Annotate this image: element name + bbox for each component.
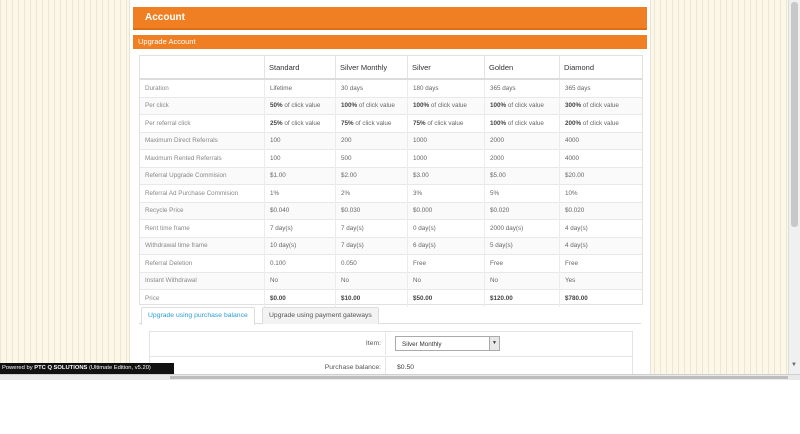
row-label: Per referral click — [140, 115, 265, 133]
chevron-down-icon[interactable]: ▼ — [489, 337, 499, 350]
upgrade-tabs — [139, 305, 641, 324]
row-label: Per click — [140, 97, 265, 115]
table-cell — [336, 115, 408, 133]
table-cell: Free — [560, 255, 643, 273]
cell-strong: 75% — [341, 119, 354, 127]
row-label: Maximum Direct Referrals — [140, 132, 265, 150]
item-select[interactable] — [395, 336, 500, 351]
table-cell: 5% — [485, 185, 560, 203]
horizontal-scrollbar[interactable] — [0, 374, 800, 380]
table-row — [140, 290, 642, 307]
table-cell: 1000 — [408, 132, 485, 150]
table-cell: 30 days — [336, 79, 408, 97]
cell-strong: 100% — [490, 119, 507, 127]
table-cell: 6 day(s) — [408, 237, 485, 255]
cell-strong: 300% — [565, 102, 582, 110]
vertical-scrollbar[interactable] — [788, 0, 800, 374]
cell-suffix: of click value — [282, 102, 321, 110]
table-row — [140, 150, 642, 168]
cell-strong: $10.00 — [341, 294, 361, 302]
cell-suffix: of click value — [581, 102, 619, 110]
cell-strong: 25% — [270, 119, 283, 127]
table-cell: $0.020 — [485, 202, 560, 220]
tab-purchase-balance[interactable]: Upgrade using purchase balance — [141, 307, 255, 325]
cell-strong: $780.00 — [565, 294, 588, 302]
table-cell — [485, 97, 560, 115]
table-cell: 7 day(s) — [336, 237, 408, 255]
table-row — [140, 132, 642, 150]
table-cell: $2.00 — [336, 167, 408, 185]
table-cell: 100 — [265, 150, 336, 168]
table-row — [140, 167, 642, 185]
upgrade-form — [149, 331, 633, 374]
table-cell: $0.040 — [265, 202, 336, 220]
row-label: Referral Deletion — [140, 255, 265, 273]
table-row — [140, 255, 642, 273]
table-cell — [336, 97, 408, 115]
table-cell: $0.030 — [336, 202, 408, 220]
plans-body — [140, 79, 642, 307]
cell-suffix: of click value — [581, 119, 619, 127]
table-cell: 4000 — [560, 150, 643, 168]
header-standard: Standard — [265, 56, 336, 79]
row-label: Instant Withdrawal — [140, 272, 265, 290]
table-cell: Free — [408, 255, 485, 273]
cell-suffix: of click value — [282, 119, 321, 127]
table-cell: 200 — [336, 132, 408, 150]
table-cell: 10% — [560, 185, 643, 203]
table-cell: 0.050 — [336, 255, 408, 273]
table-cell: $1.00 — [265, 167, 336, 185]
table-cell: $5.00 — [485, 167, 560, 185]
cell-strong: 100% — [413, 102, 430, 110]
table-cell: No — [336, 272, 408, 290]
table-cell: 3% — [408, 185, 485, 203]
table-cell: $20.00 — [560, 167, 643, 185]
cell-strong: 100% — [490, 102, 507, 110]
table-cell — [560, 97, 643, 115]
table-cell: 2000 — [485, 132, 560, 150]
table-cell: 5 day(s) — [485, 237, 560, 255]
header-golden: Golden — [485, 56, 560, 79]
table-cell: 100 — [265, 132, 336, 150]
table-cell: Lifetime — [265, 79, 336, 97]
table-cell: $3.00 — [408, 167, 485, 185]
table-cell — [265, 115, 336, 133]
table-cell: $0.000 — [408, 202, 485, 220]
cell-strong: 75% — [413, 119, 426, 127]
item-row — [150, 333, 632, 355]
table-cell: 1% — [265, 185, 336, 203]
vertical-scrollbar-thumb[interactable] — [791, 2, 798, 227]
table-cell: 365 days — [485, 79, 560, 97]
account-panel — [129, 0, 651, 374]
plans-header-row — [140, 56, 642, 79]
table-row — [140, 202, 642, 220]
cell-suffix: of click value — [353, 119, 392, 127]
row-label: Recycle Price — [140, 202, 265, 220]
header-empty — [140, 56, 265, 79]
table-row — [140, 220, 642, 238]
table-cell: 365 days — [560, 79, 643, 97]
cell-strong: 50% — [270, 102, 283, 110]
table-cell: 10 day(s) — [265, 237, 336, 255]
table-cell: No — [408, 272, 485, 290]
table-cell: 2000 — [485, 150, 560, 168]
table-cell: No — [265, 272, 336, 290]
table-row — [140, 115, 642, 133]
table-cell: 1000 — [408, 150, 485, 168]
powered-by-banner — [0, 363, 174, 374]
powered-brand: PTC Q SOLUTIONS — [34, 365, 88, 371]
row-label: Referral Ad Purchase Commision — [140, 185, 265, 203]
header-silver: Silver — [408, 56, 485, 79]
table-cell — [408, 115, 485, 133]
table-cell: 500 — [336, 150, 408, 168]
table-cell — [485, 115, 560, 133]
cell-suffix: of click value — [429, 102, 467, 110]
cell-suffix: of click value — [506, 102, 544, 110]
table-cell: No — [485, 272, 560, 290]
balance-value: $0.50 — [397, 364, 415, 371]
item-select-value: Silver Monthly — [402, 341, 442, 348]
cell-suffix: of click value — [357, 102, 395, 110]
table-cell: 180 days — [408, 79, 485, 97]
row-label: Rent time frame — [140, 220, 265, 238]
cell-strong: 200% — [565, 119, 582, 127]
row-label: Maximum Rented Referrals — [140, 150, 265, 168]
row-label: Price — [140, 290, 265, 307]
scroll-down-arrow-icon[interactable]: ▼ — [791, 362, 797, 368]
horizontal-scrollbar-thumb[interactable] — [170, 376, 788, 379]
table-cell — [408, 290, 485, 307]
plans-table-container — [139, 55, 643, 305]
table-row — [140, 97, 642, 115]
table-row — [140, 79, 642, 97]
plans-table — [140, 56, 642, 307]
table-cell — [265, 290, 336, 307]
table-cell — [408, 97, 485, 115]
table-cell: 4000 — [560, 132, 643, 150]
table-cell: 2000 day(s) — [485, 220, 560, 238]
cell-suffix: of click value — [506, 119, 544, 127]
table-cell — [485, 290, 560, 307]
table-cell — [265, 97, 336, 115]
table-cell: 7 day(s) — [265, 220, 336, 238]
cell-strong: 100% — [341, 102, 358, 110]
row-label: Withdrawal time frame — [140, 237, 265, 255]
page-title: Account — [133, 7, 647, 30]
table-row — [140, 272, 642, 290]
table-cell: Yes — [560, 272, 643, 290]
table-cell: 4 day(s) — [560, 237, 643, 255]
table-row — [140, 237, 642, 255]
cell-strong: $50.00 — [413, 294, 433, 302]
powered-prefix: Powered by — [2, 365, 35, 371]
table-cell: 2% — [336, 185, 408, 203]
cell-suffix: of click value — [425, 119, 464, 127]
balance-label: Purchase balance: — [150, 357, 386, 374]
header-diamond: Diamond — [560, 56, 643, 79]
section-title: Upgrade Account — [133, 35, 647, 49]
table-cell — [560, 115, 643, 133]
table-cell: 4 day(s) — [560, 220, 643, 238]
table-cell — [336, 290, 408, 307]
tab-payment-gateways[interactable]: Upgrade using payment gateways — [262, 307, 379, 324]
item-label: Item: — [150, 333, 386, 355]
cell-strong: $0.00 — [270, 294, 286, 302]
header-silver-monthly: Silver Monthly — [336, 56, 408, 79]
powered-suffix: (Ultimate Edition, v5.20) — [87, 365, 151, 371]
row-label: Referral Upgrade Commision — [140, 167, 265, 185]
table-cell: Free — [485, 255, 560, 273]
table-cell — [560, 290, 643, 307]
table-cell: 0 day(s) — [408, 220, 485, 238]
table-cell: $0.020 — [560, 202, 643, 220]
table-row — [140, 185, 642, 203]
table-cell: 7 day(s) — [336, 220, 408, 238]
balance-row — [150, 356, 632, 374]
table-cell: 0.100 — [265, 255, 336, 273]
row-label: Duration — [140, 79, 265, 97]
cell-strong: $120.00 — [490, 294, 513, 302]
